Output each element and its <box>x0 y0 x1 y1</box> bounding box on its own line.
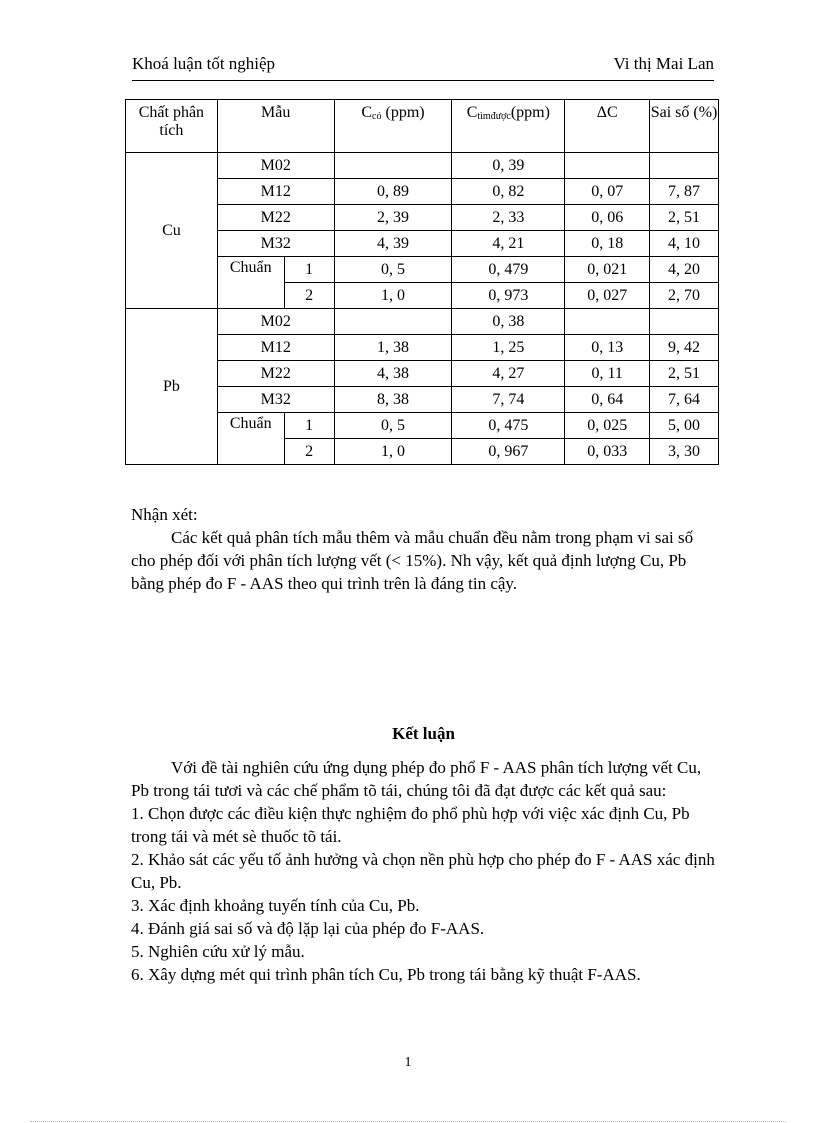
sample-cell: M22 <box>217 361 334 387</box>
delta-c-cell: 0, 18 <box>565 231 650 257</box>
c-co-cell: 0, 5 <box>334 257 452 283</box>
delta-c-cell: 0, 07 <box>565 179 650 205</box>
c-co-cell: 4, 39 <box>334 231 452 257</box>
c-tim-cell: 0, 475 <box>452 413 565 439</box>
conclusion-intro: Với đề tài nghiên cứu ứng dụng phép đo phổ F - AAS phân tích lượng vết Cu, Pb trong tái tươi và các chế phẩm tõ tái, chúng tôi đã đạt được các kết quả sau: <box>131 758 702 800</box>
delta-c-cell: 0, 033 <box>565 439 650 465</box>
header-delta-c: ΔC <box>565 100 650 153</box>
c-tim-cell: 1, 25 <box>452 335 565 361</box>
delta-c-cell: 0, 13 <box>565 335 650 361</box>
remarks-section <box>131 503 716 595</box>
c-tim-cell: 4, 21 <box>452 231 565 257</box>
delta-c-cell: 0, 025 <box>565 413 650 439</box>
sai-so-cell: 7, 87 <box>650 179 719 205</box>
list-item: 5. Nghiên cứu xử lý mẫu. <box>131 942 305 961</box>
c-tim-cell: 0, 479 <box>452 257 565 283</box>
sai-so-cell: 9, 42 <box>650 335 719 361</box>
standard-index-cell: 2 <box>284 439 334 465</box>
page-header <box>132 52 714 81</box>
sample-cell: M12 <box>217 179 334 205</box>
sai-so-cell: 5, 00 <box>650 413 719 439</box>
delta-c-cell <box>565 153 650 179</box>
standard-index-cell: 2 <box>284 283 334 309</box>
c-tim-cell: 0, 82 <box>452 179 565 205</box>
conclusion-list <box>131 802 716 986</box>
sai-so-cell: 2, 51 <box>650 361 719 387</box>
results-table <box>125 99 719 465</box>
c-tim-cell: 0, 973 <box>452 283 565 309</box>
c-tim-cell: 2, 33 <box>452 205 565 231</box>
list-item: 2. Khảo sát các yếu tố ảnh hưởng và chọn nền phù hợp cho phép đo F - AAS xác định Cu, Pb. <box>131 850 715 892</box>
delta-c-cell: 0, 021 <box>565 257 650 283</box>
sai-so-cell <box>650 309 719 335</box>
sample-cell: M32 <box>217 387 334 413</box>
c-co-cell <box>334 153 452 179</box>
delta-c-cell: 0, 06 <box>565 205 650 231</box>
c-co-cell: 0, 89 <box>334 179 452 205</box>
c-tim-cell: 4, 27 <box>452 361 565 387</box>
page-number: 1 <box>404 1055 412 1070</box>
delta-c-cell: 0, 11 <box>565 361 650 387</box>
sai-so-cell: 2, 51 <box>650 205 719 231</box>
standard-label-cell: Chuẩn <box>217 257 284 309</box>
list-item: 1. Chọn được các điều kiện thực nghiệm đo phổ phù hợp với việc xác định Cu, Pb trong tái và mét sè thuốc tõ tái. <box>131 804 690 846</box>
header-thesis-label: Khoá luận tốt nghiệp <box>132 54 276 73</box>
list-item: 4. Đánh giá sai số và độ lặp lại của phép đo F-AAS. <box>131 919 485 938</box>
sample-cell: M12 <box>217 335 334 361</box>
header-sai-so: Sai số (%) <box>650 100 719 153</box>
sai-so-cell: 2, 70 <box>650 283 719 309</box>
sample-cell: M02 <box>217 309 334 335</box>
c-co-cell: 1, 38 <box>334 335 452 361</box>
c-co-cell: 8, 38 <box>334 387 452 413</box>
sai-so-cell: 4, 20 <box>650 257 719 283</box>
c-co-cell: 0, 5 <box>334 413 452 439</box>
remarks-heading: Nhận xét: <box>131 505 198 524</box>
table-header-row <box>126 100 719 153</box>
sai-so-cell <box>650 153 719 179</box>
footer-divider <box>30 1121 786 1122</box>
sai-so-cell: 4, 10 <box>650 231 719 257</box>
remarks-body: Các kết quả phân tích mẫu thêm và mẫu chuẩn đều nằm trong phạm vi sai số cho phép đối với phân tích lượng vết (< 15%). Nh vậy, kết quả định lượng Cu, Pb bằng phép đo F - AAS theo qui trình trên là đáng tin cậy. <box>131 528 694 593</box>
c-co-cell: 1, 0 <box>334 283 452 309</box>
standard-label-cell: Chuẩn <box>217 413 284 465</box>
header-mau: Mẫu <box>217 100 334 153</box>
header-author: Vi thị Mai Lan <box>613 54 714 73</box>
list-item: 3. Xác định khoảng tuyến tính của Cu, Pb. <box>131 896 420 915</box>
standard-index-cell: 1 <box>284 257 334 283</box>
sai-so-cell: 7, 64 <box>650 387 719 413</box>
sample-cell: M22 <box>217 205 334 231</box>
header-chat-phan-tich: Chất phân tích <box>126 100 218 153</box>
element-cell: Pb <box>126 309 218 465</box>
element-cell: Cu <box>126 153 218 309</box>
header-c-tim: $C_{tìmđược}(ppm)$ <box>452 100 565 153</box>
table-row <box>126 153 719 179</box>
c-tim-cell: 0, 39 <box>452 153 565 179</box>
delta-c-cell <box>565 309 650 335</box>
sample-cell: M02 <box>217 153 334 179</box>
conclusion-title: Kết luận <box>392 724 455 743</box>
sai-so-cell: 3, 30 <box>650 439 719 465</box>
c-tim-cell: 0, 38 <box>452 309 565 335</box>
header-c-co: $C_{có}$ (ppm) <box>334 100 452 153</box>
conclusion-section <box>131 722 716 986</box>
sample-cell: M32 <box>217 231 334 257</box>
c-tim-cell: 7, 74 <box>452 387 565 413</box>
c-tim-cell: 0, 967 <box>452 439 565 465</box>
c-co-cell <box>334 309 452 335</box>
standard-index-cell: 1 <box>284 413 334 439</box>
list-item: 6. Xây dựng mét qui trình phân tích Cu, Pb trong tái bằng kỹ thuật F-AAS. <box>131 965 641 984</box>
delta-c-cell: 0, 027 <box>565 283 650 309</box>
c-co-cell: 1, 0 <box>334 439 452 465</box>
c-co-cell: 2, 39 <box>334 205 452 231</box>
table-row <box>126 309 719 335</box>
delta-c-cell: 0, 64 <box>565 387 650 413</box>
c-co-cell: 4, 38 <box>334 361 452 387</box>
